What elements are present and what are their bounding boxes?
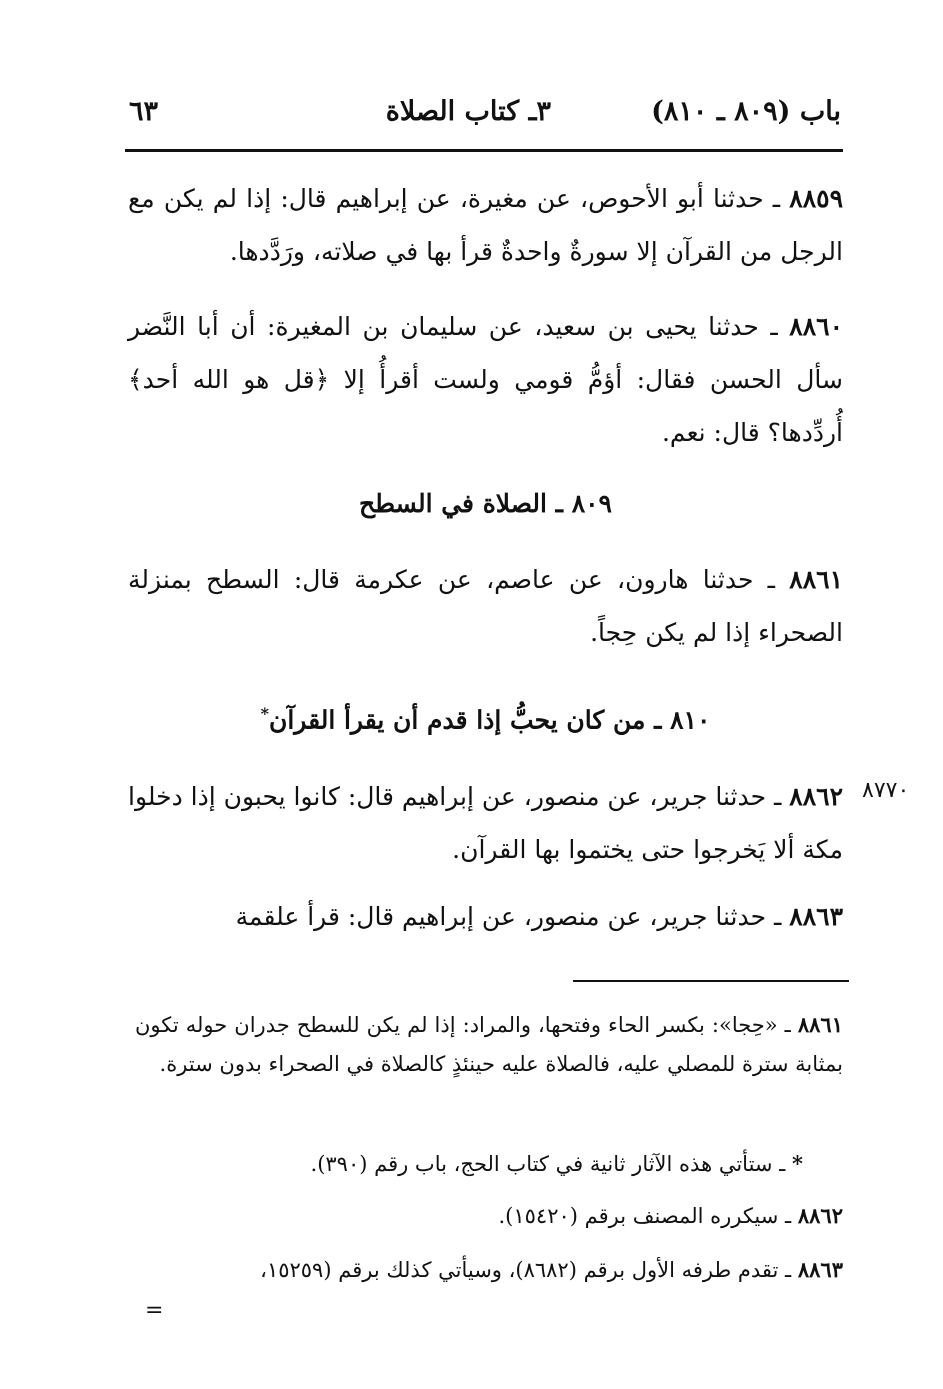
footnote-text: ـ «حِجا»: بكسر الحاء وفتحها، والمراد: إذا لم يكن للسطح جدران حوله تكون بمثابة سترة للمصلي عليه، فالصلاة عليه حينئذٍ كالصلاة في الصحراء بدون سترة. <box>135 1013 843 1076</box>
hadith-text: ـ حدثنا هارون، عن عاصم، عن عكرمة قال: السطح بمنزلة الصحراء إذا لم يكن حِجاً. <box>128 565 843 647</box>
header-rule <box>125 149 843 152</box>
paragraph-8862 <box>128 770 843 876</box>
hadith-number: ٨٨٦٣ <box>789 902 843 931</box>
footnote-number: ٨٨٦٢ <box>797 1203 843 1228</box>
continuation-mark: = <box>145 1298 164 1323</box>
hadith-text: ـ حدثنا يحيى بن سعيد، عن سليمان بن المغيرة: أن أبا النَّضر سأل الحسن فقال: أؤمُّ قومي ولست أقرأُ إلا ﴿قل هو الله أحد﴾ أُردِّدها؟ قال: نعم. <box>128 312 843 447</box>
footnote-8862 <box>135 1196 843 1236</box>
hadith-text: ـ حدثنا جرير، عن منصور، عن إبراهيم قال: قرأ علقمة <box>235 902 790 931</box>
margin-number: ٨٧٧٠ <box>862 778 910 803</box>
heading-text: ٨١٠ ـ من كان يحبُّ إذا قدم أن يقرأ القرآن <box>268 705 711 735</box>
chapter-range: باب (٨٠٩ ـ ٨١٠) <box>651 96 841 127</box>
book-title: ٣ـ كتاب الصلاة <box>385 96 551 127</box>
hadith-number: ٨٨٦١ <box>789 565 843 594</box>
paragraph-8861 <box>128 553 843 659</box>
paragraph-8863 <box>128 890 843 943</box>
footnote-number: * <box>792 1151 803 1176</box>
footnote-8863 <box>135 1250 843 1290</box>
footnote-rule <box>573 980 849 982</box>
chapter-heading-809: ٨٠٩ ـ الصلاة في السطح <box>359 489 612 518</box>
page-header <box>125 96 841 146</box>
page-number: ٦٣ <box>129 96 159 127</box>
hadith-number: ٨٨٥٩ <box>789 184 843 213</box>
footnote-number: ٨٨٦١ <box>797 1012 843 1037</box>
footnote-mark: * <box>260 704 269 723</box>
footnote-text: ـ سيكرره المصنف برقم (١٥٤٢٠). <box>498 1204 798 1228</box>
paragraph-8860 <box>128 300 843 459</box>
footnote-text: ـ تقدم طرفه الأول برقم (٨٦٨٢)، وسيأتي كذلك برقم (١٥٢٥٩، <box>260 1258 798 1282</box>
hadith-text: ـ حدثنا جرير، عن منصور، عن إبراهيم قال: كانوا يحبون إذا دخلوا مكة ألا يَخرجوا حتى يختموا بها القرآن. <box>128 782 843 864</box>
footnote-text: ـ ستأتي هذه الآثار ثانية في كتاب الحج، باب رقم (٣٩٠). <box>310 1152 793 1176</box>
paragraph-8859 <box>128 172 843 278</box>
hadith-text: ـ حدثنا أبو الأحوص، عن مغيرة، عن إبراهيم قال: إذا لم يكن مع الرجل من القرآن إلا سورةٌ واحدةٌ قرأ بها في صلاته، ورَدَّدها. <box>128 184 843 266</box>
hadith-number: ٨٨٦٠ <box>789 312 843 341</box>
chapter-heading-810 <box>128 694 843 740</box>
hadith-number: ٨٨٦٢ <box>789 782 843 811</box>
footnote-star <box>135 1144 843 1184</box>
footnote-number: ٨٨٦٣ <box>797 1257 843 1282</box>
footnote-8861 <box>135 1005 843 1084</box>
